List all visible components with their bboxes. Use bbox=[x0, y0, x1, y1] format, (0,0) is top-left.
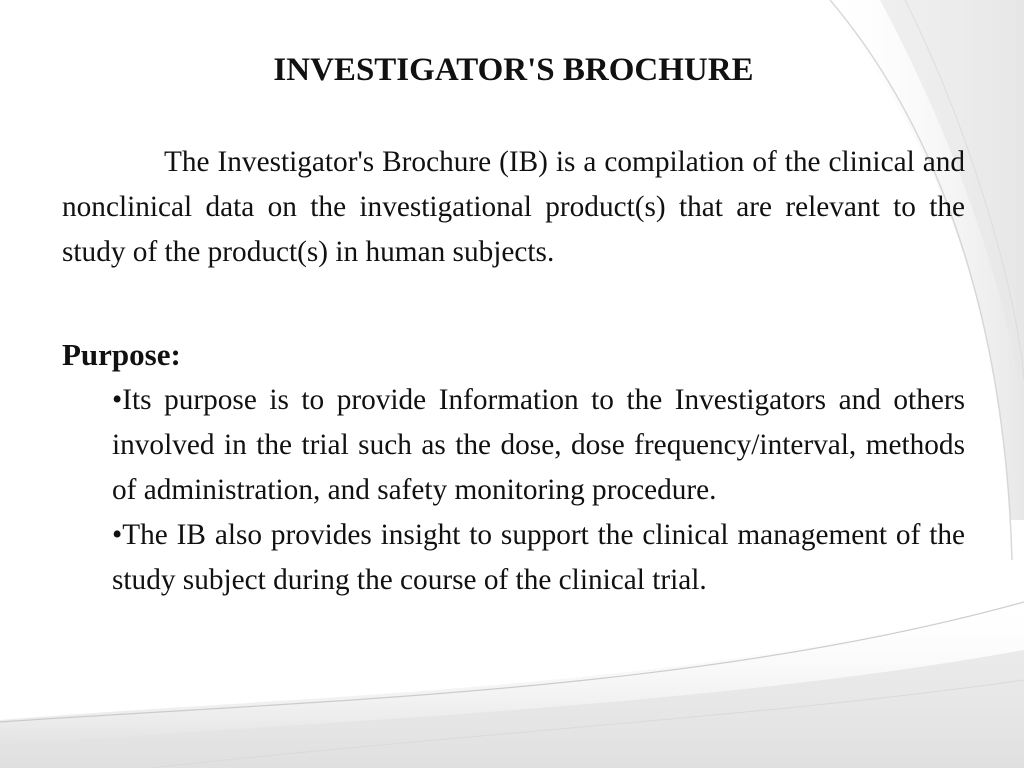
bullet-item bbox=[112, 513, 965, 603]
bullet-text: Its purpose is to provide Information to the Investigators and others involved in the trial such as the dose, dose frequency/interval, methods of administration, and safety monitoring procedure. bbox=[112, 384, 965, 506]
slide-title: INVESTIGATOR'S BROCHURE bbox=[273, 52, 754, 88]
purpose-bullet-list bbox=[112, 378, 965, 603]
bullet-dot-icon: • bbox=[112, 519, 123, 551]
intro-paragraph: The Investigator's Brochure (IB) is a compilation of the clinical and nonclinical data on the investigational product(s) that are relevant to the study of the product(s) in human subjects. bbox=[62, 146, 965, 268]
bullet-text: The IB also provides insight to support the clinical management of the study subject during the course of the clinical trial. bbox=[112, 519, 965, 596]
bullet-item bbox=[112, 378, 965, 513]
purpose-heading: Purpose: bbox=[62, 337, 181, 372]
bullet-dot-icon: • bbox=[112, 384, 123, 416]
